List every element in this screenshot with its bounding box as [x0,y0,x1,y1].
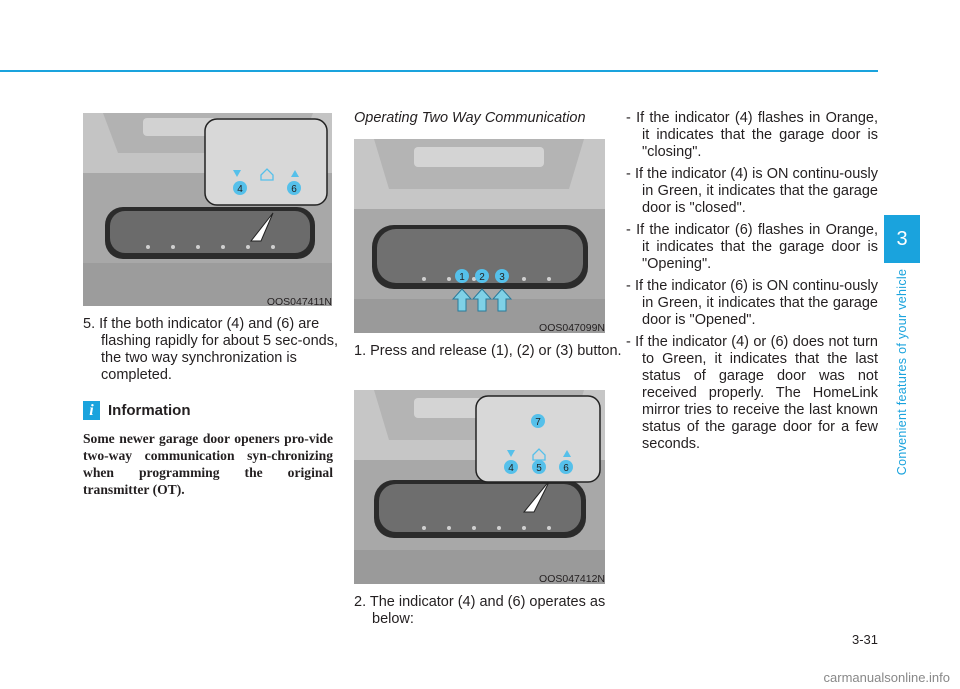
list-item: - If the indicator (6) is ON continu-ously in Green, it indicates that the garage door is "Opened". [626,278,878,328]
list-item: - If the indicator (4) is ON continu-ously in Green, it indicates that the garage door is "closed". [626,166,878,216]
badge-4: 4 [237,184,243,195]
list-item: - If the indicator (4) or (6) does not turn to Green, it indicates that the last status of garage door was not received properly. The HomeLink mirror tries to receive the last known status of the garage door for a few seconds. [626,334,878,452]
badge-5: 5 [536,463,542,474]
list-item: - If the indicator (6) flashes in Orange, it indicates that the garage door is "Opening". [626,222,878,272]
step-5-text: 5. If the both indicator (4) and (6) are flashing rapidly for about 5 sec-onds, the two way synchronization is completed. [83,316,338,383]
info-icon: i [83,401,100,420]
watermark: carmanualsonline.info [823,670,950,685]
badge-2: 2 [479,272,485,283]
figure-caption-3: OOS047412N [539,573,605,585]
list-item: - If the indicator (4) flashes in Orange, it indicates that the garage door is "closing". [626,110,878,160]
badge-3: 3 [499,272,505,283]
mirror-photo-3 [354,390,605,584]
figure-caption-1: OOS047411N [266,296,332,308]
chapter-number: 3 [896,227,908,250]
section-heading: Operating Two Way Communication [354,110,586,126]
chapter-tab [884,215,920,263]
figure-caption-2: OOS047099N [539,322,605,334]
badge-6b: 6 [563,463,569,474]
top-rule [0,70,878,72]
information-body: Some newer garage door openers pro-vide two-way communication syn-chronizing when programming the original transmitter (OT). [83,431,333,497]
chapter-title: Convenient features of your vehicle [895,268,909,476]
indicator-status-list [626,110,878,458]
badge-6: 6 [291,184,297,195]
badge-4b: 4 [508,463,514,474]
information-title: Information [108,402,191,419]
badge-7: 7 [535,417,541,428]
page-number: 3-31 [851,632,878,647]
mirror-photo-2 [354,139,605,333]
mirror-photo-1 [83,113,332,306]
step-1-text: 1. Press and release (1), (2) or (3) button. [354,343,622,359]
information-heading [83,401,191,420]
step-2-text: 2. The indicator (4) and (6) operates as below: [354,594,606,627]
badge-1: 1 [459,272,465,283]
